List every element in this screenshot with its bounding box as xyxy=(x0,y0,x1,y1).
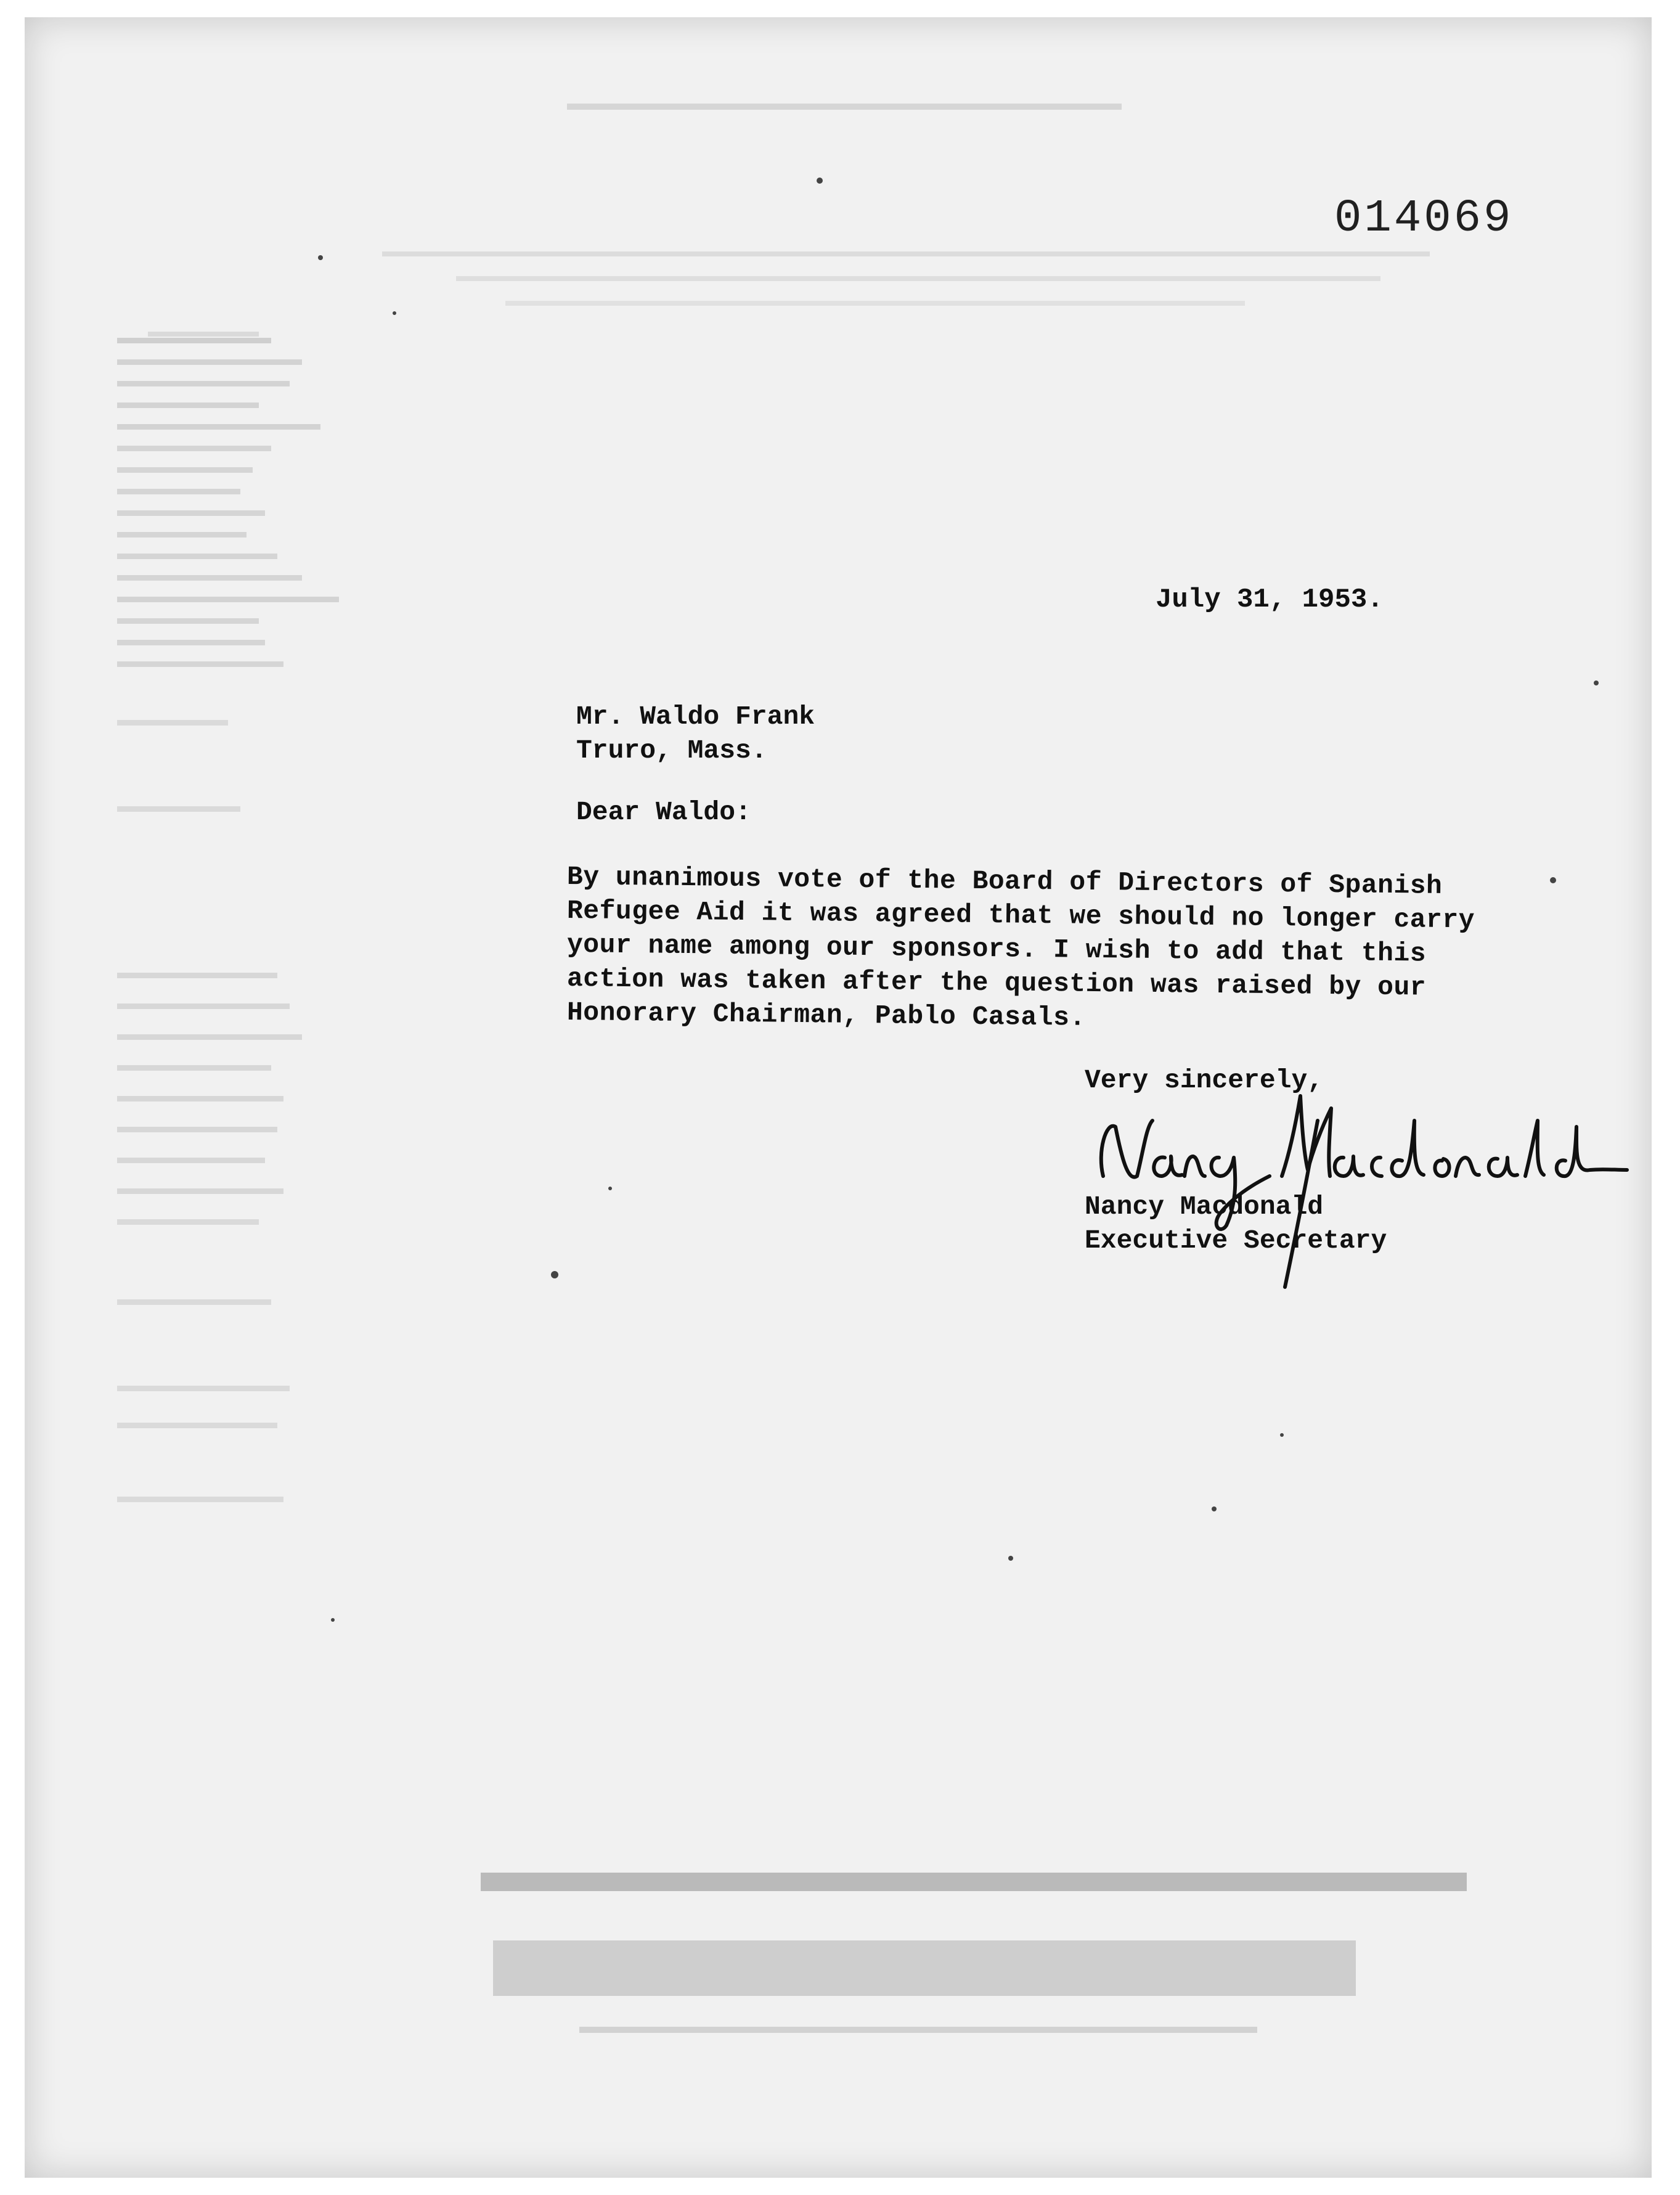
addressee-name: Mr. Waldo Frank xyxy=(576,701,815,732)
body-line: your name among our sponsors. I wish to add that this xyxy=(566,930,1427,969)
salutation: Dear Waldo: xyxy=(576,797,751,827)
letter-date: July 31, 1953. xyxy=(1156,584,1384,615)
body-line: Honorary Chairman, Pablo Casals. xyxy=(566,997,1086,1033)
signer-name: Nancy Macdonald xyxy=(1085,1192,1324,1222)
body-line: Refugee Aid it was agreed that we should no longer carry xyxy=(566,896,1475,936)
handwritten-signature xyxy=(1079,1084,1633,1293)
addressee-city: Truro, Mass. xyxy=(576,735,767,766)
signer-title: Executive Secretary xyxy=(1085,1225,1387,1256)
body-line: By unanimous vote of the Board of Directors of Spanish xyxy=(566,862,1443,901)
body-line: action was taken after the question was raised by our xyxy=(566,963,1427,1003)
closing: Very sincerely, xyxy=(1085,1065,1324,1095)
letter-sheet xyxy=(25,17,1652,2178)
document-number: 014069 xyxy=(1334,193,1514,245)
